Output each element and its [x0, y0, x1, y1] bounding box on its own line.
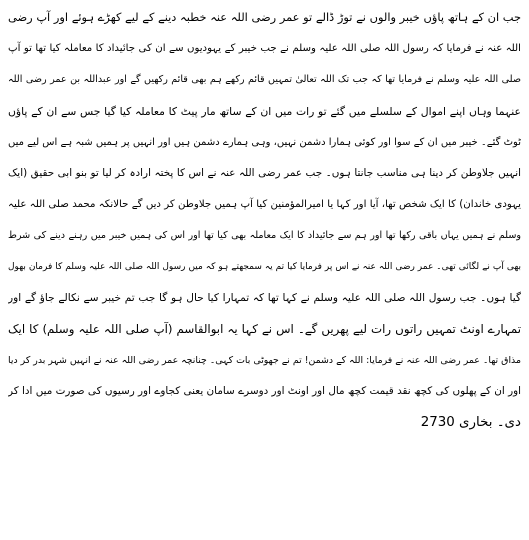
text-line-12: مذاق تھا۔ عمر رضی اللہ عنہ نے فرمایا: اللہ کے دشمن! تم نے جھوٹی بات کہی۔ چنانچہ عمر رضی اللہ عنہ نے انہیں شہر بدر کر دیا — [8, 355, 521, 367]
text-line-10: گیا ہوں۔ جب رسول اللہ صلی اللہ علیہ وسلم نے کہا تھا کہ تمہارا کیا حال ہو گا جب تم خیبر سے نکالے جاؤ گے اور — [8, 291, 521, 304]
text-line-5: ٹوٹ گئے۔ خیبر میں ان کے سوا اور کوئی ہمارا دشمن نہیں، وہی ہمارے دشمن ہیں اور انہیں پر ہمیں شبہ ہے اس لیے میں — [8, 136, 521, 148]
text-line-11: تمہارے اونٹ تمہیں راتوں رات لیے پھریں گے۔ اس نے کہا یہ ابوالقاسم (آپ صلی اللہ علیہ وسلم) کا ایک — [8, 321, 521, 336]
text-line-9: بھی آپ نے لگائی تھی۔ عمر رضی اللہ عنہ نے اس پر فرمایا کیا تم یہ سمجھتے ہو کہ میں رسول اللہ صلی اللہ علیہ وسلم کا فرمان بھول — [8, 261, 521, 272]
reference-line: دی۔ بخاری 2730 — [420, 415, 521, 431]
text-line-7: یہودی خاندان) کا ایک شخص تھا، آیا اور کہا یا امیرالمؤمنین کیا آپ ہمیں جلاوطن کر دیں گے حالانکہ محمد صلی اللہ علیہ — [8, 199, 521, 211]
text-line-3: صلی اللہ علیہ وسلم نے فرمایا تھا کہ جب تک اللہ تعالیٰ تمہیں قائم رکھے ہم بھی قائم رکھیں گے اور عبداللہ بن عمر رضی اللہ — [8, 74, 521, 86]
text-line-4: عنہما وہاں اپنے اموال کے سلسلے میں گئے تو رات میں ان کے ساتھ مار پیٹ کا معاملہ کیا گیا جس سے ان کے پاؤں — [8, 104, 521, 118]
text-line-8: وسلم نے ہمیں یہاں باقی رکھا تھا اور ہم سے جائیداد کا ایک معاملہ بھی کیا تھا اور اس کی ہمیں خیبر میں رہنے دینے کی شرط — [8, 230, 521, 242]
text-line-1: جب ان کے ہاتھ پاؤں خیبر والوں نے توڑ ڈالے تو عمر رضی اللہ عنہ خطبہ دینے کے لیے کھڑے ہوئے اور آپ رضی — [8, 10, 521, 24]
text-line-2: اللہ عنہ نے فرمایا کہ رسول اللہ صلی اللہ علیہ وسلم نے جب خیبر کے یہودیوں سے ان کی جائیداد کا معاملہ کیا تھا تو آپ — [8, 43, 521, 55]
text-line-6: انہیں جلاوطن کر دینا ہی مناسب جانتا ہوں۔ جب عمر رضی اللہ عنہ نے اس کا پختہ ارادہ کر لیا تو بنو ابی حقیق (ایک — [8, 166, 521, 179]
text-line-13: اور ان کے پھلوں کی کچھ نقد قیمت کچھ مال اور اونٹ اور دوسرے سامان یعنی کجاوے اور رسیوں کی صورت میں ادا کر — [8, 385, 521, 398]
